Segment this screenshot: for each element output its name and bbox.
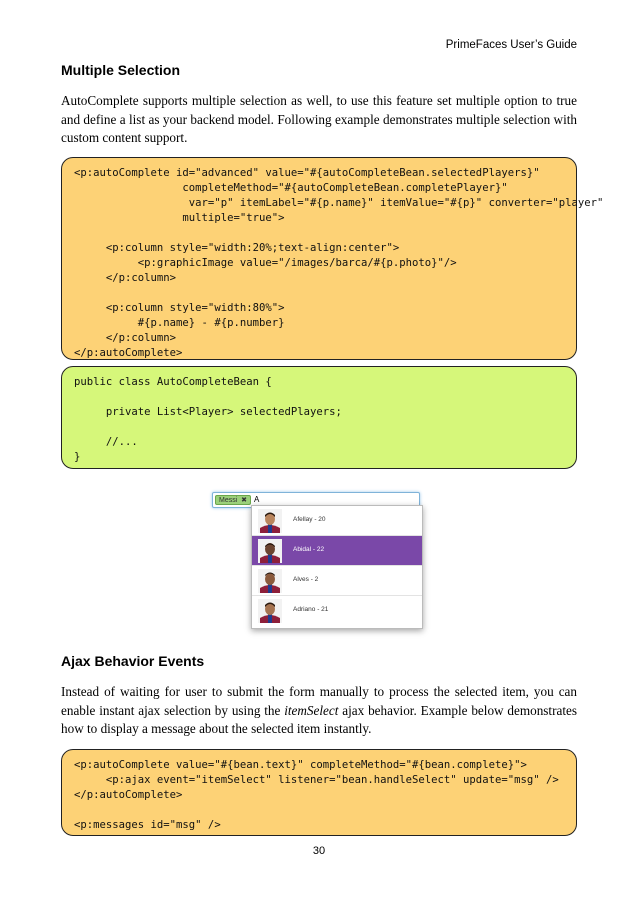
suggestion-item[interactable] xyxy=(252,596,422,626)
code-text: <p:autoComplete id="advanced" value="#{autoCompleteBean.selectedPlayers}" completeMethod="#{autoCompleteBean.completePlayer}" var="p" itemLabel="#{p.name}" itemValue="#{p}" converter="player" multiple="true"> <p:column style="width:20%;text-align:center"> <p:graphicImage value="/images/barca/#{p.photo}"/> </p:column> <p:column style="width:80%"> #{p.name} - #{p.number} </p:column> </p:autoComplete> xyxy=(74,167,604,359)
page-number: 30 xyxy=(312,845,326,857)
section-paragraph xyxy=(61,683,577,739)
token-label: Messi xyxy=(219,497,238,504)
page-header: PrimeFaces User’s Guide xyxy=(445,39,577,51)
suggestion-label: Abidal - 22 xyxy=(293,546,325,553)
suggestion-label: Afellay - 20 xyxy=(293,516,326,523)
suggestion-label: Adriano - 21 xyxy=(293,606,329,613)
player-photo-icon xyxy=(258,509,282,533)
player-photo-icon xyxy=(258,599,282,623)
typed-text: A xyxy=(254,495,260,504)
code-text: public class AutoCompleteBean { private List<Player> selectedPlayers; //... } xyxy=(74,376,342,463)
code-block-autocomplete xyxy=(61,157,604,360)
code-block-bean xyxy=(61,366,577,469)
suggestion-label: Alves - 2 xyxy=(293,576,319,583)
section-heading-multiple-selection: Multiple Selection xyxy=(61,62,181,78)
suggestion-item-selected[interactable] xyxy=(252,536,422,566)
code-text: <p:autoComplete value="#{bean.text}" completeMethod="#{bean.complete}"> <p:ajax event="itemSelect" listener="bean.handleSelect" update="msg" /> </p:autoComplete> <p:messages id="msg" /> xyxy=(74,759,559,831)
section-paragraph: AutoComplete supports multiple selection as well, to use this feature set multiple option to true and define a list as your backend model. Following example demonstrates multiple selection with custom content support. xyxy=(61,93,577,145)
code-block-ajax xyxy=(61,749,577,836)
paragraph-text: ajax behavior. Example below demonstrates how to display a message about the selected item instantly. xyxy=(61,702,577,736)
player-photo-icon xyxy=(258,539,282,563)
autocomplete-suggestions-panel xyxy=(251,505,423,629)
suggestion-item[interactable] xyxy=(252,566,422,596)
suggestion-item[interactable] xyxy=(252,506,422,536)
section-heading-ajax-behavior-events: Ajax Behavior Events xyxy=(61,653,205,669)
paragraph-text: Instead of waiting for user to submit the form manually to process the selected item, you can enable instant ajax selection by using the xyxy=(61,684,577,718)
paragraph-emphasis: itemSelect xyxy=(284,702,339,718)
token-remove-icon[interactable]: ✖ xyxy=(241,497,247,504)
selected-token xyxy=(215,495,251,505)
player-photo-icon xyxy=(258,569,282,593)
